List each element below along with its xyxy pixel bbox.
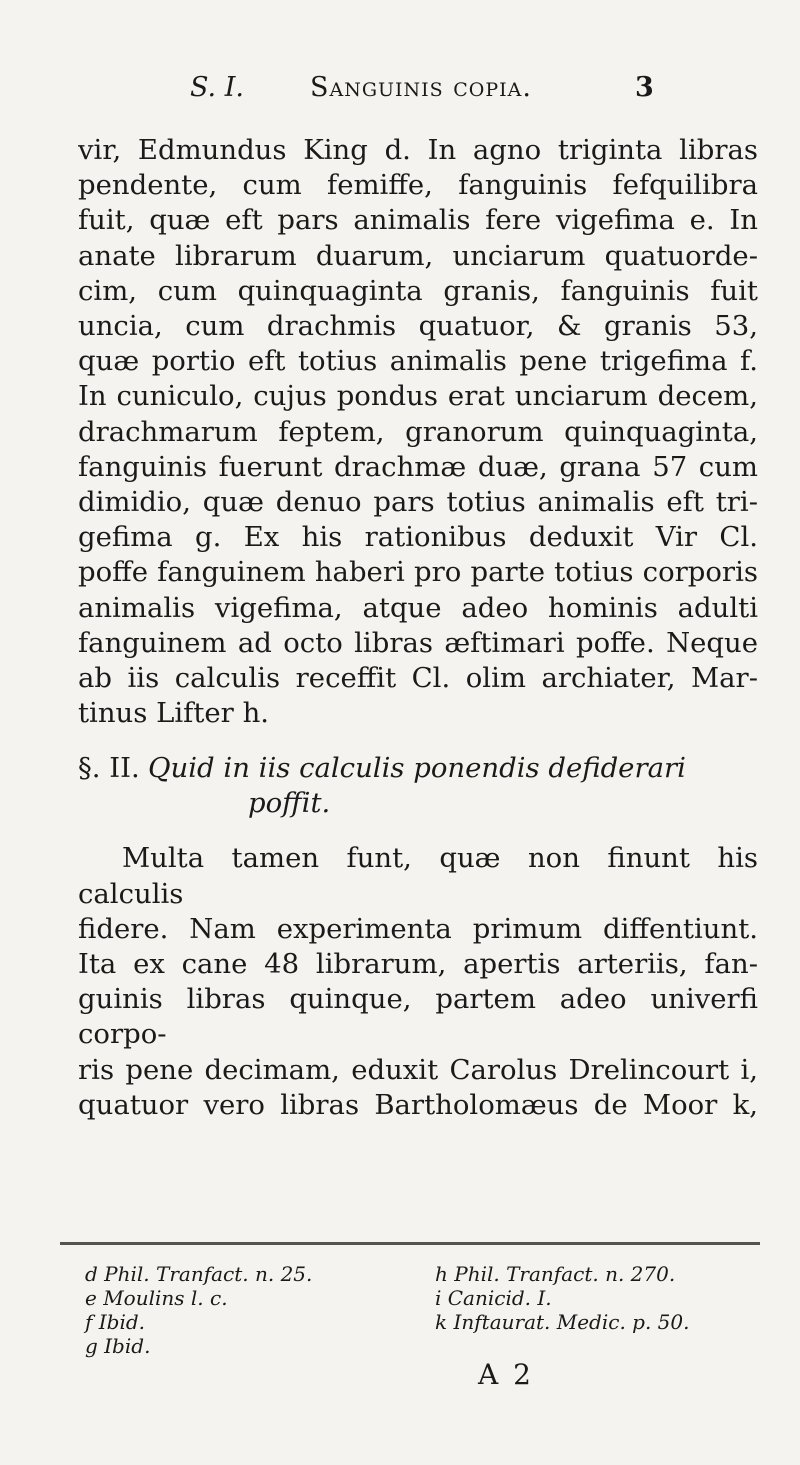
- text-line: animalis vigefima, atque adeo hominis adulti: [78, 591, 758, 624]
- footnote: i Canicid. I.: [435, 1286, 552, 1310]
- footnote-divider: [60, 1242, 760, 1245]
- text-line: tinus Lifter h.: [78, 697, 270, 730]
- text-line: guinis libras quinque, partem adeo univerfi corpo-: [78, 983, 758, 1051]
- paragraph-gap: [78, 731, 758, 751]
- text-line: Multa tamen funt, quæ non finunt his calculis: [78, 842, 758, 910]
- text-line: quatuor vero libras Bartholomæus de Moor k,: [78, 1088, 758, 1121]
- running-head-title: Sanguinis copia.: [310, 72, 532, 103]
- section-title: Quid in iis calculis ponendis defiderari: [148, 752, 686, 785]
- text-line: vir, Edmundus King d. In agno triginta libras: [78, 134, 758, 166]
- text-line: gefima g. Ex his rationibus deduxit Vir Cl.: [78, 521, 758, 554]
- text-line: anate librarum duarum, unciarum quatuorde-: [78, 239, 758, 272]
- footnote: k Inftaurat. Medic. p. 50.: [435, 1310, 690, 1334]
- paragraph-1: [78, 133, 758, 731]
- footnote: f Ibid.: [85, 1310, 146, 1334]
- text-line: pendente, cum femiffe, fanguinis fefquilibra: [78, 169, 758, 202]
- running-head: [190, 72, 790, 112]
- footnote: h Phil. Tranfact. n. 270.: [435, 1262, 676, 1286]
- text-line: Ita ex cane 48 librarum, apertis arteriis, fan-: [78, 948, 758, 981]
- text-line: cim, cum quinquaginta granis, fanguinis fuit: [78, 274, 758, 307]
- text-line: ab iis calculis receffit Cl. olim archiater, Mar-: [78, 662, 758, 695]
- body-text: [78, 133, 758, 1123]
- section-heading: [78, 751, 758, 821]
- section-number: §. II.: [78, 752, 140, 785]
- footnote: e Moulins l. c.: [85, 1286, 228, 1310]
- text-line: In cuniculo, cujus pondus erat unciarum decem,: [78, 380, 758, 413]
- text-line: quæ portio eft totius animalis pene trigefima f.: [78, 345, 758, 378]
- text-line: dimidio, quæ denuo pars totius animalis eft tri-: [78, 486, 758, 519]
- footnote: d Phil. Tranfact. n. 25.: [85, 1262, 313, 1286]
- text-line: drachmarum feptem, granorum quinquaginta,: [78, 415, 758, 448]
- footnotes-left: [85, 1262, 405, 1358]
- text-line: uncia, cum drachmis quatuor, & granis 53,: [78, 310, 758, 343]
- running-head-section: S. I.: [190, 72, 244, 103]
- page-number: 3: [635, 72, 654, 103]
- text-line: fanguinis fuerunt drachmæ duæ, grana 57 cum: [78, 450, 758, 483]
- section-title-continuation: poffit.: [248, 787, 331, 820]
- text-line: fuit, quæ eft pars animalis fere vigefima e. In: [78, 204, 758, 237]
- footnote: g Ibid.: [85, 1334, 151, 1358]
- text-line: poffe fanguinem haberi pro parte totius corporis: [78, 556, 758, 589]
- text-line: fanguinem ad octo libras æftimari poffe. Neque: [78, 626, 758, 659]
- text-line: ris pene decimam, eduxit Carolus Drelincourt i,: [78, 1053, 758, 1086]
- signature-mark: A 2: [478, 1358, 534, 1391]
- paragraph-2: [78, 841, 758, 1123]
- text-line: fidere. Nam experimenta primum diffentiunt.: [78, 912, 758, 945]
- paragraph-gap: [78, 821, 758, 841]
- footnotes-right: [435, 1262, 775, 1334]
